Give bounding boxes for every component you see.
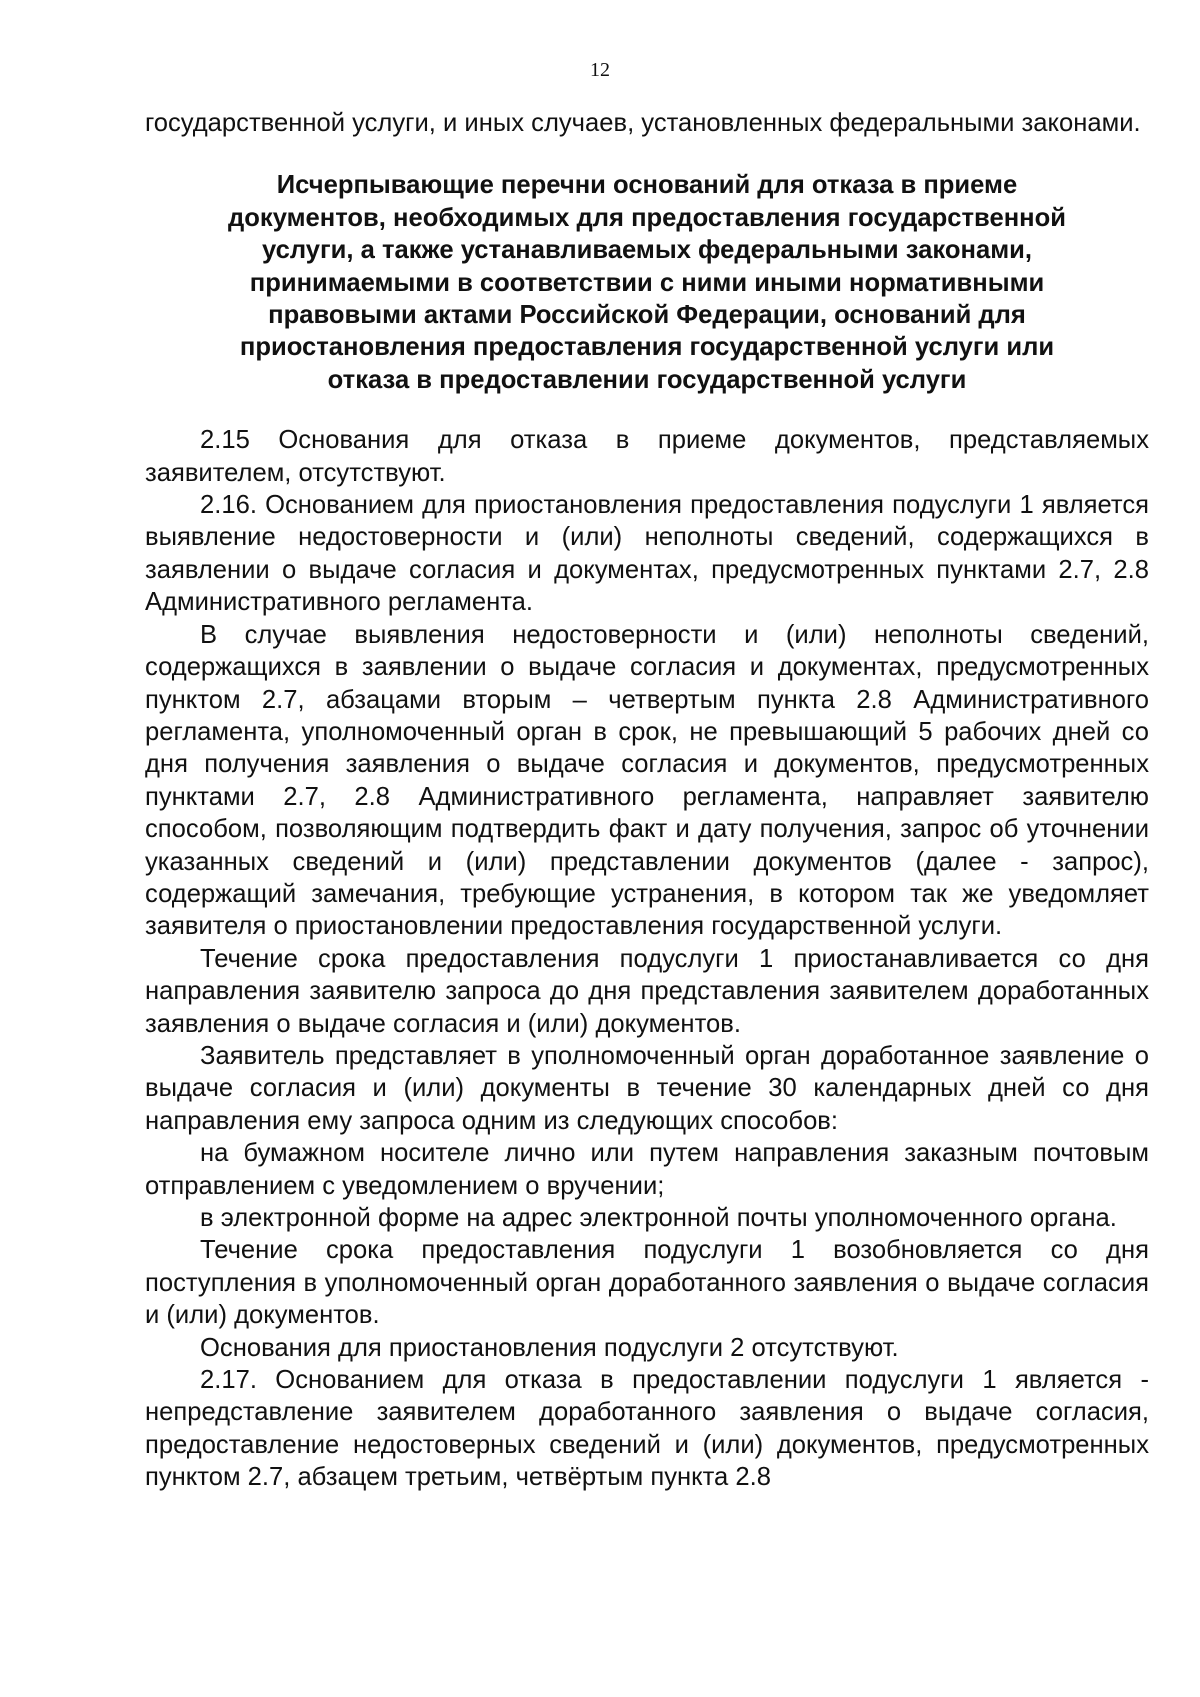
paragraph-electronic-method: в электронной форме на адрес электронной почты уполномоченного органа. <box>200 1204 1117 1232</box>
heading-line: принимаемыми в соответствии с ними иными нормативными <box>249 268 1045 297</box>
heading-line: приостановления предоставления государственной услуги или <box>239 333 1055 362</box>
continuation-paragraph: государственной услуги, и иных случаев, установленных федеральными законами. <box>145 109 1141 137</box>
document-body <box>145 107 1149 1494</box>
heading-line: правовыми актами Российской Федерации, оснований для <box>268 301 1026 330</box>
paragraph-2-17: 2.17. Основанием для отказа в предоставлении подуслуги 1 является - непредставление заявителем доработанного заявления о выдаче согласия, предоставление недостоверных сведений и (или) документов, предусмотренных пунктом 2.7, абзацем третьим, четвёртым пункта 2.8 <box>145 1366 1149 1492</box>
heading-line: документов, необходимых для предоставления государственной <box>228 203 1066 232</box>
heading-line: Исчерпывающие перечни оснований для отказа в приеме <box>276 171 1018 200</box>
heading-line: услуги, а также устанавливаемых федеральными законами, <box>262 236 1032 265</box>
page-number: 12 <box>590 59 610 81</box>
paragraph-subservice-2: Основания для приостановления подуслуги 2 отсутствуют. <box>200 1333 899 1362</box>
paragraph-resumption: Течение срока предоставления подуслуги 1 возобновляется со дня поступления в уполномоченный орган доработанного заявления о выдаче согласия и (или) документов. <box>145 1236 1149 1330</box>
paragraph-submission-methods: Заявитель представляет в уполномоченный орган доработанное заявление о выдаче согласия и (или) документы в течение 30 календарных дней со дня направления ему запроса одним из следующих способов: <box>145 1041 1149 1135</box>
section-heading <box>145 169 1149 396</box>
paragraph-2-15: 2.15 Основания для отказа в приеме документов, представляемых заявителем, отсутствуют. <box>145 426 1149 487</box>
paragraph-2-16: 2.16. Основанием для приостановления предоставления подуслуги 1 является выявление недостоверности и (или) неполноты сведений, содержащихся в заявлении о выдаче согласия и документах, предусмотренных пунктами 2.7, 2.8 Административного регламента. <box>145 491 1149 617</box>
paragraph-paper-method: на бумажном носителе лично или путем направления заказным почтовым отправлением с уведомлением о вручении; <box>145 1139 1149 1200</box>
heading-line: отказа в предоставлении государственной услуги <box>327 365 967 394</box>
paragraph-suspension-period: Течение срока предоставления подуслуги 1 приостанавливается со дня направления заявителю запроса до дня представления заявителем доработанных заявления о выдаче согласия и (или) документов. <box>145 944 1149 1038</box>
paragraph-inaccuracy-request: В случае выявления недостоверности и (или) неполноты сведений, содержащихся в заявлении о выдаче согласия и документах, предусмотренных пунктом 2.7, абзацами вторым – четвертым пункта 2.8 Административного регламента, уполномоченный орган в срок, не превышающий 5 рабочих дней со дня получения заявления о выдаче согласия и документов, предусмотренных пунктами 2.7, 2.8 Административного регламента, направляет заявителю способом, позволяющим подтвердить факт и дату получения, запрос об уточнении указанных сведений и (или) представлении документов (далее - запрос), содержащий замечания, требующие устранения, в котором так же уведомляет заявителя о приостановлении предоставления государственной услуги. <box>145 620 1149 941</box>
